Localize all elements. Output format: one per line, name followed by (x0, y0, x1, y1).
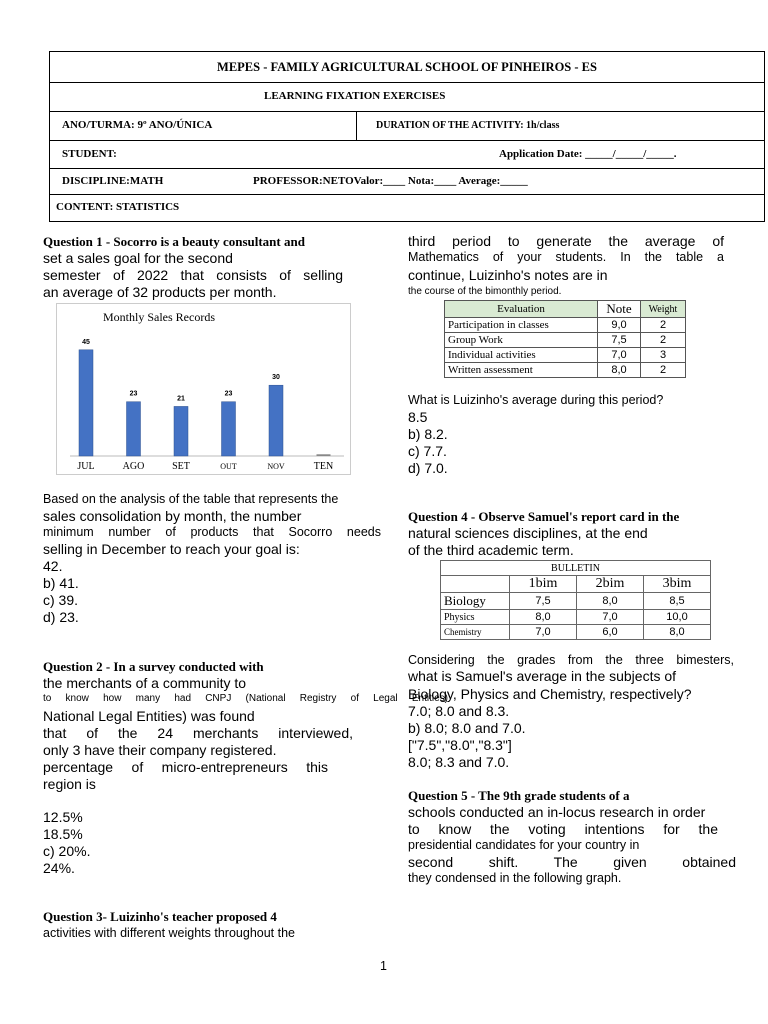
evaluation-header: Evaluation (445, 301, 598, 318)
q2-line-6: percentage of micro-entrepreneurs this (43, 759, 328, 775)
q1-option-a: 42. (43, 558, 63, 574)
q1-option-b: b) 41. (43, 575, 79, 591)
q4-option-b: b) 8.0; 8.0 and 7.0. (408, 720, 526, 736)
exercise-title: LEARNING FIXATION EXERCISES (264, 90, 446, 102)
grade-cell: 7,0 (510, 625, 577, 640)
bulletin-header-1bim: 1bim (510, 576, 577, 593)
q3-line-3: Mathematics of your students. In the table a (408, 250, 724, 264)
q3-question: What is Luizinho's average during this period? (408, 393, 664, 407)
q4-after-line-2: what is Samuel's average in the subjects of (408, 668, 677, 684)
subject-cell: Chemistry (441, 625, 510, 640)
q2-line-3: National Legal Entities) was found (43, 708, 255, 724)
q1-line-2: semester of 2022 that consists of selling (43, 267, 343, 283)
q1-after-line-4: selling in December to reach your goal is: (43, 541, 300, 557)
category-label: JUL (77, 461, 95, 472)
q3-option-a: 8.5 (408, 409, 428, 425)
table-row (441, 625, 711, 640)
sales-chart (56, 303, 351, 475)
grade-cell: 8,5 (644, 593, 711, 610)
category-label: AGO (122, 461, 145, 472)
evaluation-cell: Group Work (445, 333, 598, 348)
q4-heading: Question 4 - Observe Samuel's report card in the (408, 509, 680, 524)
subject-cell: Physics (441, 610, 510, 625)
grade-cell: 8,0 (577, 593, 644, 610)
q5-line-5: they condensed in the following graph. (408, 871, 622, 885)
header-row-student (50, 141, 764, 169)
q4-after-line-1: Considering the grades from the three bimesters, (408, 653, 734, 667)
table-row (445, 363, 686, 378)
category-label: NOV (267, 462, 285, 471)
evaluation-cell: Participation in classes (445, 318, 598, 333)
note-cell: 7,0 (598, 348, 641, 363)
table-row (445, 333, 686, 348)
bar-ago (127, 402, 141, 456)
evaluation-table-header (445, 301, 686, 318)
q3-line-2: third period to generate the average of (408, 233, 724, 249)
q4-after-line-3: Biology, Physics and Chemistry, respectively? (408, 686, 692, 702)
grade-cell: 6,0 (577, 625, 644, 640)
note-cell: 8,0 (598, 363, 641, 378)
table-row (445, 318, 686, 333)
q4-line-2: of the third academic term. (408, 542, 574, 558)
q3-line-4: continue, Luizinho's notes are in (408, 267, 608, 283)
weight-cell: 2 (641, 318, 686, 333)
bulletin-header-row (441, 576, 711, 593)
q2-heading: Question 2 - In a survey conducted with (43, 659, 264, 674)
q4-option-a: 7.0; 8.0 and 8.3. (408, 703, 510, 719)
weight-header: Weight (641, 301, 686, 318)
q2-line-2: to know how many had CNPJ (National Registry of Legal Entities) (43, 693, 448, 704)
q3-option-b: b) 8.2. (408, 426, 448, 442)
q2-option-b: 18.5% (43, 826, 83, 842)
note-cell: 7,5 (598, 333, 641, 348)
category-label: TEN (313, 461, 334, 472)
bulletin-title: BULLETIN (441, 561, 711, 576)
bulletin-header-2bim: 2bim (577, 576, 644, 593)
q1-line-1: set a sales goal for the second (43, 250, 233, 266)
category-label: OUT (220, 462, 237, 471)
q2-line-7: region is (43, 776, 96, 792)
q1-option-c: c) 39. (43, 592, 79, 608)
q5-line-1: schools conducted an in-locus research in order (408, 804, 706, 820)
grade-cell: 7,5 (510, 593, 577, 610)
page-number: 1 (380, 959, 387, 973)
q1-after-line-2: sales consolidation by month, the number (43, 508, 302, 524)
subject-cell: Biology (441, 593, 510, 610)
bulletin-table (440, 560, 711, 640)
bar-nov (269, 385, 283, 456)
chart-title: Monthly Sales Records (103, 310, 215, 324)
q4-option-d: 8.0; 8.3 and 7.0. (408, 754, 510, 770)
bulletin-header-3bim: 3bim (644, 576, 711, 593)
q5-heading: Question 5 - The 9th grade students of a (408, 788, 630, 803)
weight-cell: 3 (641, 348, 686, 363)
q1-option-d: d) 23. (43, 609, 79, 625)
q2-option-c: c) 20%. (43, 843, 91, 859)
grade-cell: 8,0 (510, 610, 577, 625)
q2-option-a: 12.5% (43, 809, 83, 825)
bulletin-title-row (441, 561, 711, 576)
header-row-title (50, 83, 764, 112)
bar-set (174, 406, 188, 456)
professor-label: PROFESSOR:NETOValor:____ Nota:____ Average:_____ (253, 175, 528, 187)
grade-cell: 8,0 (644, 625, 711, 640)
q3-option-c: c) 7.7. (408, 443, 447, 459)
header-row-class (50, 112, 764, 141)
q1-after-line-3: minimum number of products that Socorro needs (43, 525, 381, 539)
note-cell: 9,0 (598, 318, 641, 333)
header-divider (356, 112, 357, 140)
data-label: 30 (272, 374, 280, 382)
evaluation-cell: Written assessment (445, 363, 598, 378)
header-table (49, 51, 765, 222)
table-row (445, 348, 686, 363)
q5-line-3: presidential candidates for your country in (408, 838, 640, 852)
weight-cell: 2 (641, 333, 686, 348)
grade-cell: 7,0 (577, 610, 644, 625)
bar-out (222, 402, 236, 456)
bulletin-corner (441, 576, 510, 593)
header-row-school (50, 52, 764, 83)
q3-heading: Question 3- Luizinho's teacher proposed 4 (43, 909, 277, 924)
sales-chart-svg (56, 303, 351, 475)
q4-line-1: natural sciences disciplines, at the end (408, 525, 648, 541)
category-label: SET (172, 461, 190, 472)
data-label: 23 (129, 390, 138, 398)
evaluation-cell: Individual activities (445, 348, 598, 363)
q5-line-2: to know the voting intentions for the (408, 821, 718, 837)
duration-label: DURATION OF THE ACTIVITY: 1h/class (376, 120, 560, 131)
data-label: 45 (82, 338, 90, 346)
q1-after-line-1: Based on the analysis of the table that represents the (43, 492, 339, 506)
header-row-discipline (50, 169, 764, 195)
evaluation-table (444, 300, 686, 378)
q3-line-5: the course of the bimonthly period. (408, 286, 562, 297)
weight-cell: 2 (641, 363, 686, 378)
class-label: ANO/TURMA: 9º ANO/ÚNICA (62, 119, 213, 131)
q2-line-1: the merchants of a community to (43, 675, 247, 691)
table-row (441, 610, 711, 625)
q5-line-4: second shift. The given obtained (408, 854, 736, 870)
q2-line-5: only 3 have their company registered. (43, 742, 277, 758)
data-label: 23 (224, 390, 233, 398)
bar-jul (79, 350, 93, 456)
q4-option-c: ["7.5","8.0","8.3"] (408, 737, 512, 753)
q1-heading: Question 1 - Socorro is a beauty consultant and (43, 234, 305, 249)
q2-line-4: that of the 24 merchants interviewed, (43, 725, 353, 741)
q2-option-d: 24%. (43, 860, 75, 876)
grade-cell: 10,0 (644, 610, 711, 625)
table-row (441, 593, 711, 610)
note-header: Note (598, 301, 641, 318)
school-name: MEPES - FAMILY AGRICULTURAL SCHOOL OF PINHEIROS - ES (217, 60, 597, 74)
application-date-label: Application Date: _____/_____/_____. (499, 148, 677, 160)
discipline-label: DISCIPLINE:MATH (62, 175, 164, 187)
header-row-content (50, 195, 764, 221)
content-label: CONTENT: STATISTICS (56, 201, 180, 213)
q1-line-3: an average of 32 products per month. (43, 284, 277, 300)
q3-line-1: activities with different weights throughout the (43, 926, 295, 940)
q3-option-d: d) 7.0. (408, 460, 448, 476)
data-label: 21 (177, 395, 185, 403)
student-label: STUDENT: (62, 148, 117, 160)
